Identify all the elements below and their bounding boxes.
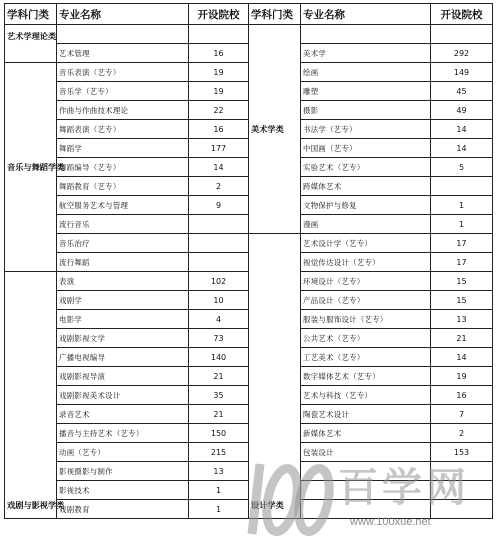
major-name-cell: 跨媒体艺术	[301, 177, 431, 196]
major-name-cell	[301, 25, 431, 44]
header-count-right: 开设院校	[431, 4, 493, 25]
major-name-cell: 录音艺术	[57, 405, 189, 424]
school-count-cell: 19	[189, 63, 249, 82]
major-name-cell: 戏剧影视导演	[57, 367, 189, 386]
major-name-cell: 戏剧教育	[57, 500, 189, 519]
school-count-cell: 16	[189, 120, 249, 139]
school-count-cell: 9	[189, 196, 249, 215]
school-count-cell: 21	[431, 329, 493, 348]
table-body	[5, 25, 493, 519]
watermark-url: www.100xue.net	[350, 516, 431, 528]
school-count-cell: 10	[189, 291, 249, 310]
school-count-cell: 292	[431, 44, 493, 63]
major-name-cell: 影视技术	[57, 481, 189, 500]
major-name-cell: 流行音乐	[57, 215, 189, 234]
major-name-cell: 音乐学（艺专）	[57, 82, 189, 101]
major-name-cell: 动画（艺专）	[57, 443, 189, 462]
school-count-cell	[431, 481, 493, 500]
school-count-cell: 15	[431, 272, 493, 291]
table-row	[5, 25, 493, 44]
major-name-cell: 工艺美术（艺专）	[301, 348, 431, 367]
major-name-cell: 公共艺术（艺专）	[301, 329, 431, 348]
major-name-cell: 艺术管理	[57, 44, 189, 63]
school-count-cell: 22	[189, 101, 249, 120]
school-count-cell: 153	[431, 443, 493, 462]
school-count-cell	[431, 462, 493, 481]
school-count-cell: 7	[431, 405, 493, 424]
major-name-cell: 实验艺术（艺专）	[301, 158, 431, 177]
major-name-cell: 艺术与科技（艺专）	[301, 386, 431, 405]
category-cell-design: 设计学类	[249, 234, 301, 519]
school-count-cell: 45	[431, 82, 493, 101]
school-count-cell: 13	[431, 310, 493, 329]
school-count-cell: 1	[431, 215, 493, 234]
category-cell-drama-film: 戏剧与影视学类	[5, 272, 57, 519]
school-count-cell: 19	[431, 367, 493, 386]
major-name-cell: 电影学	[57, 310, 189, 329]
major-name-cell	[301, 462, 431, 481]
major-name-cell: 中国画（艺专）	[301, 139, 431, 158]
category-cell-fine-arts: 美术学类	[249, 25, 301, 234]
school-count-cell: 1	[189, 500, 249, 519]
school-count-cell	[189, 215, 249, 234]
header-major-left: 专业名称	[57, 4, 189, 25]
major-name-cell: 绘画	[301, 63, 431, 82]
major-name-cell: 陶瓷艺术设计	[301, 405, 431, 424]
school-count-cell: 102	[189, 272, 249, 291]
header-count-left: 开设院校	[189, 4, 249, 25]
school-count-cell: 1	[189, 481, 249, 500]
school-count-cell	[189, 234, 249, 253]
header-major-right: 专业名称	[301, 4, 431, 25]
table-row	[5, 234, 493, 253]
major-name-cell: 美术学	[301, 44, 431, 63]
school-count-cell: 14	[431, 139, 493, 158]
school-count-cell: 140	[189, 348, 249, 367]
major-name-cell: 环境设计（艺专）	[301, 272, 431, 291]
school-count-cell: 2	[189, 177, 249, 196]
major-name-cell	[57, 25, 189, 44]
school-count-cell: 16	[431, 386, 493, 405]
major-name-cell: 航空服务艺术与管理	[57, 196, 189, 215]
major-name-cell	[301, 500, 431, 519]
school-count-cell	[431, 177, 493, 196]
major-name-cell: 包装设计	[301, 443, 431, 462]
school-count-cell	[189, 25, 249, 44]
major-name-cell: 舞蹈编导（艺专）	[57, 158, 189, 177]
major-name-cell: 产品设计（艺专）	[301, 291, 431, 310]
major-name-cell: 新媒体艺术	[301, 424, 431, 443]
school-count-cell: 35	[189, 386, 249, 405]
school-count-cell: 15	[431, 291, 493, 310]
header-category-right: 学科门类	[249, 4, 301, 25]
major-name-cell: 数字媒体艺术（艺专）	[301, 367, 431, 386]
major-name-cell: 音乐治疗	[57, 234, 189, 253]
majors-table	[4, 3, 493, 519]
major-name-cell: 表演	[57, 272, 189, 291]
school-count-cell	[431, 500, 493, 519]
major-name-cell: 漫画	[301, 215, 431, 234]
major-name-cell: 舞蹈教育（艺专）	[57, 177, 189, 196]
school-count-cell: 14	[431, 348, 493, 367]
major-name-cell: 戏剧学	[57, 291, 189, 310]
major-name-cell: 播音与主持艺术（艺专）	[57, 424, 189, 443]
school-count-cell: 49	[431, 101, 493, 120]
major-name-cell: 艺术设计学（艺专）	[301, 234, 431, 253]
major-name-cell: 舞蹈学	[57, 139, 189, 158]
major-name-cell: 音乐表演（艺专）	[57, 63, 189, 82]
school-count-cell: 14	[189, 158, 249, 177]
school-count-cell: 215	[189, 443, 249, 462]
major-name-cell: 文物保护与修复	[301, 196, 431, 215]
school-count-cell: 19	[189, 82, 249, 101]
major-name-cell: 雕塑	[301, 82, 431, 101]
school-count-cell: 4	[189, 310, 249, 329]
school-count-cell	[431, 25, 493, 44]
major-name-cell: 视觉传达设计（艺专）	[301, 253, 431, 272]
category-cell-art-theory: 艺术学理论类	[5, 25, 57, 63]
major-name-cell	[301, 481, 431, 500]
school-count-cell: 16	[189, 44, 249, 63]
major-name-cell: 作曲与作曲技术理论	[57, 101, 189, 120]
school-count-cell: 150	[189, 424, 249, 443]
category-cell-music-dance: 音乐与舞蹈学类	[5, 63, 57, 272]
school-count-cell: 177	[189, 139, 249, 158]
major-name-cell: 影视摄影与制作	[57, 462, 189, 481]
school-count-cell: 21	[189, 367, 249, 386]
major-name-cell: 舞蹈表演（艺专）	[57, 120, 189, 139]
school-count-cell: 5	[431, 158, 493, 177]
major-name-cell: 戏剧影视美术设计	[57, 386, 189, 405]
header-row	[5, 4, 493, 25]
major-name-cell: 广播电视编导	[57, 348, 189, 367]
school-count-cell: 73	[189, 329, 249, 348]
school-count-cell: 1	[431, 196, 493, 215]
major-name-cell: 流行舞蹈	[57, 253, 189, 272]
major-name-cell: 服装与服饰设计（艺专）	[301, 310, 431, 329]
school-count-cell: 21	[189, 405, 249, 424]
major-name-cell: 摄影	[301, 101, 431, 120]
header-category-left: 学科门类	[5, 4, 57, 25]
school-count-cell: 17	[431, 253, 493, 272]
major-name-cell: 戏剧影视文学	[57, 329, 189, 348]
school-count-cell: 17	[431, 234, 493, 253]
major-name-cell: 书法学（艺专）	[301, 120, 431, 139]
school-count-cell: 2	[431, 424, 493, 443]
school-count-cell	[189, 253, 249, 272]
school-count-cell: 14	[431, 120, 493, 139]
school-count-cell: 149	[431, 63, 493, 82]
watermark-brand: 百学网	[338, 464, 470, 511]
school-count-cell: 13	[189, 462, 249, 481]
